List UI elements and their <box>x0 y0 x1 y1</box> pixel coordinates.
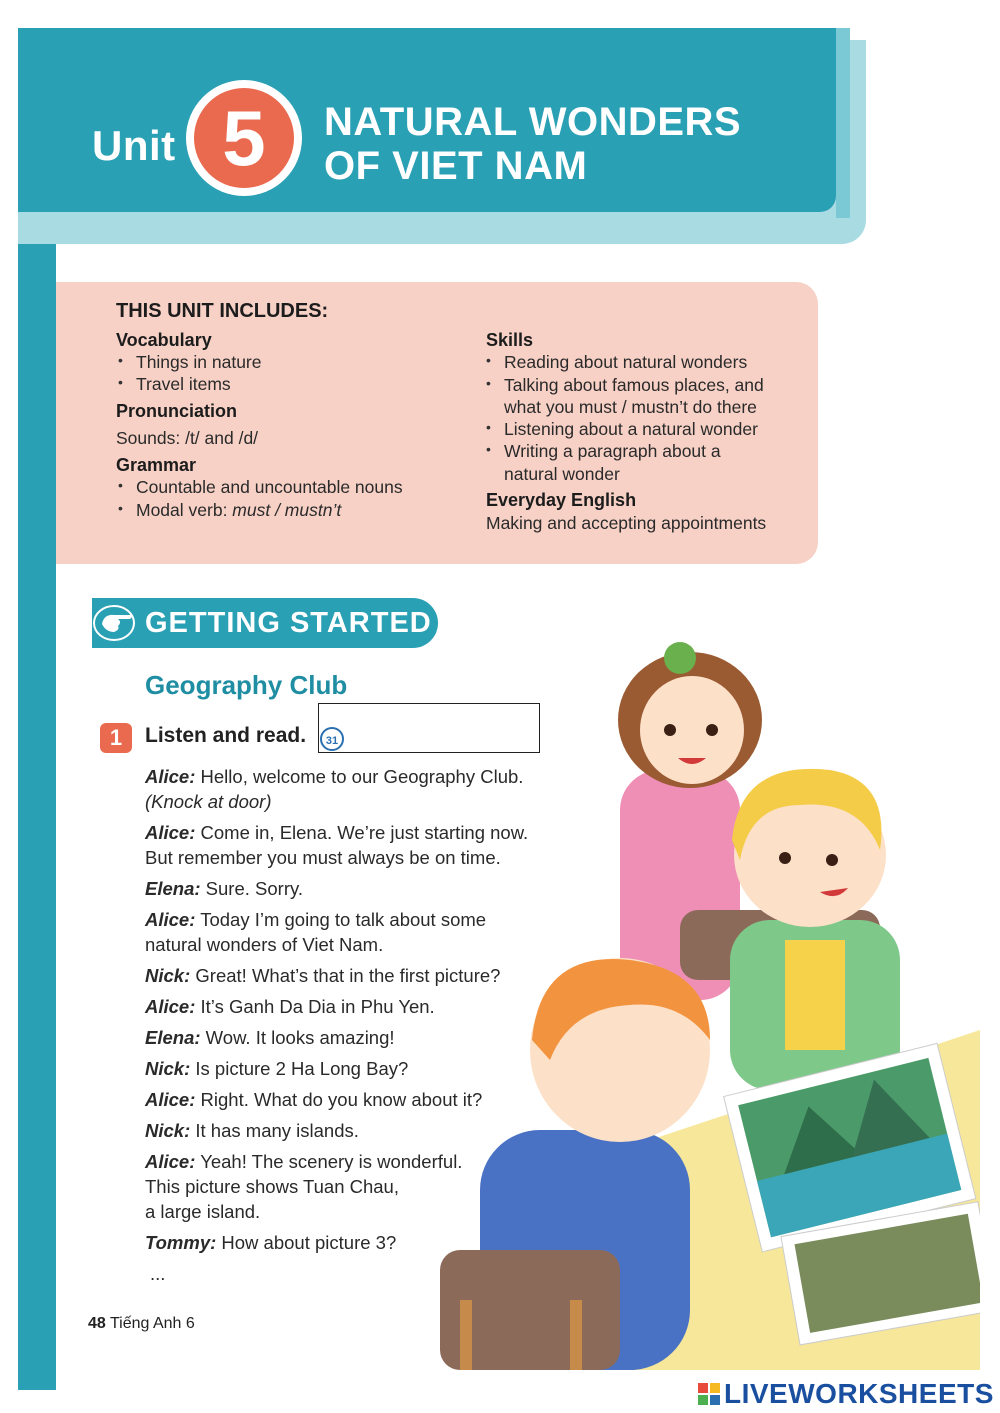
skills-item-cont: what you must / mustn’t do there <box>504 397 757 417</box>
skills-item: • Talking about famous places, and <box>504 375 764 396</box>
dialogue-ellipsis: ... <box>150 1263 166 1284</box>
everyday-english-heading: Everyday English <box>486 490 637 510</box>
unit-title-line2: OF VIET NAM <box>324 144 588 188</box>
skills-item: • Listening about a natural wonder <box>504 419 758 440</box>
skills-heading: Skills <box>486 330 534 350</box>
page-number: 48 <box>88 1315 106 1332</box>
dialogue-line: Nick: It has many islands. <box>145 1120 359 1141</box>
dialogue-line: Alice: Right. What do you know about it? <box>145 1089 483 1110</box>
vocabulary-item: • Travel items <box>136 374 231 395</box>
skills-item: • Writing a paragraph about a <box>504 441 721 462</box>
dialogue-line: Alice: Today I’m going to talk about some natural wonders of Viet Nam. <box>145 909 487 955</box>
page-footer <box>88 1315 195 1333</box>
liveworksheets-watermark: LIVEWORKSHEETS <box>724 1378 994 1409</box>
skills-item: • Reading about natural wonders <box>504 352 747 373</box>
dialogue-line: Alice: Come in, Elena. We’re just starting now. But remember you must always be on time. <box>145 822 529 868</box>
exercise-instruction: Listen and read. <box>145 724 307 747</box>
track-number: 31 <box>325 735 339 747</box>
dialogue-line: Nick: Is picture 2 Ha Long Bay? <box>145 1058 409 1079</box>
getting-started-label: GETTING STARTED <box>145 607 432 639</box>
girl-bow <box>664 642 696 674</box>
pronunciation-text: Sounds: /t/ and /d/ <box>116 428 259 448</box>
everyday-english-text: Making and accepting appointments <box>486 513 767 533</box>
dialogue-line: Elena: Wow. It looks amazing! <box>145 1027 395 1048</box>
unit-label: Unit <box>92 122 176 169</box>
unit-title-line1: NATURAL WONDERS <box>324 100 742 144</box>
exercise-number-badge: 1 <box>100 723 132 753</box>
pointing-hand-icon <box>92 602 140 644</box>
grammar-item: • Modal verb: must / mustn’t <box>136 500 341 521</box>
vocabulary-heading: Vocabulary <box>116 330 212 350</box>
left-page-stripe <box>18 244 56 1390</box>
unit-title <box>324 100 741 188</box>
dialogue-line: Tommy: How about picture 3? <box>145 1232 397 1253</box>
lesson-subtitle: Geography Club <box>145 670 348 700</box>
dialogue-line: Nick: Great! What’s that in the first picture? <box>145 965 501 986</box>
liveworksheets-mark-icon <box>698 1383 720 1405</box>
book-name: Tiếng Anh 6 <box>109 1315 195 1332</box>
grammar-heading: Grammar <box>116 455 197 475</box>
grammar-item: • Countable and uncountable nouns <box>136 477 403 498</box>
includes-heading: THIS UNIT INCLUDES: <box>116 300 329 322</box>
unit-number: 5 <box>194 88 294 188</box>
dialogue-line: Elena: Sure. Sorry. <box>145 878 303 899</box>
children-illustration <box>440 630 980 1370</box>
dialogue-line: Alice: Hello, welcome to our Geography Club. (Knock at door) <box>145 766 524 812</box>
dialogue-line: Alice: Yeah! The scenery is wonderful. This picture shows Tuan Chau, a large island. <box>145 1151 463 1222</box>
dialogue-line: Alice: It’s Ganh Da Dia in Phu Yen. <box>145 996 435 1017</box>
vocabulary-item: • Things in nature <box>136 352 262 373</box>
girl-face <box>640 676 744 784</box>
skills-item-cont: natural wonder <box>504 464 620 484</box>
pronunciation-heading: Pronunciation <box>116 401 237 421</box>
header-banner-edge <box>836 28 850 218</box>
